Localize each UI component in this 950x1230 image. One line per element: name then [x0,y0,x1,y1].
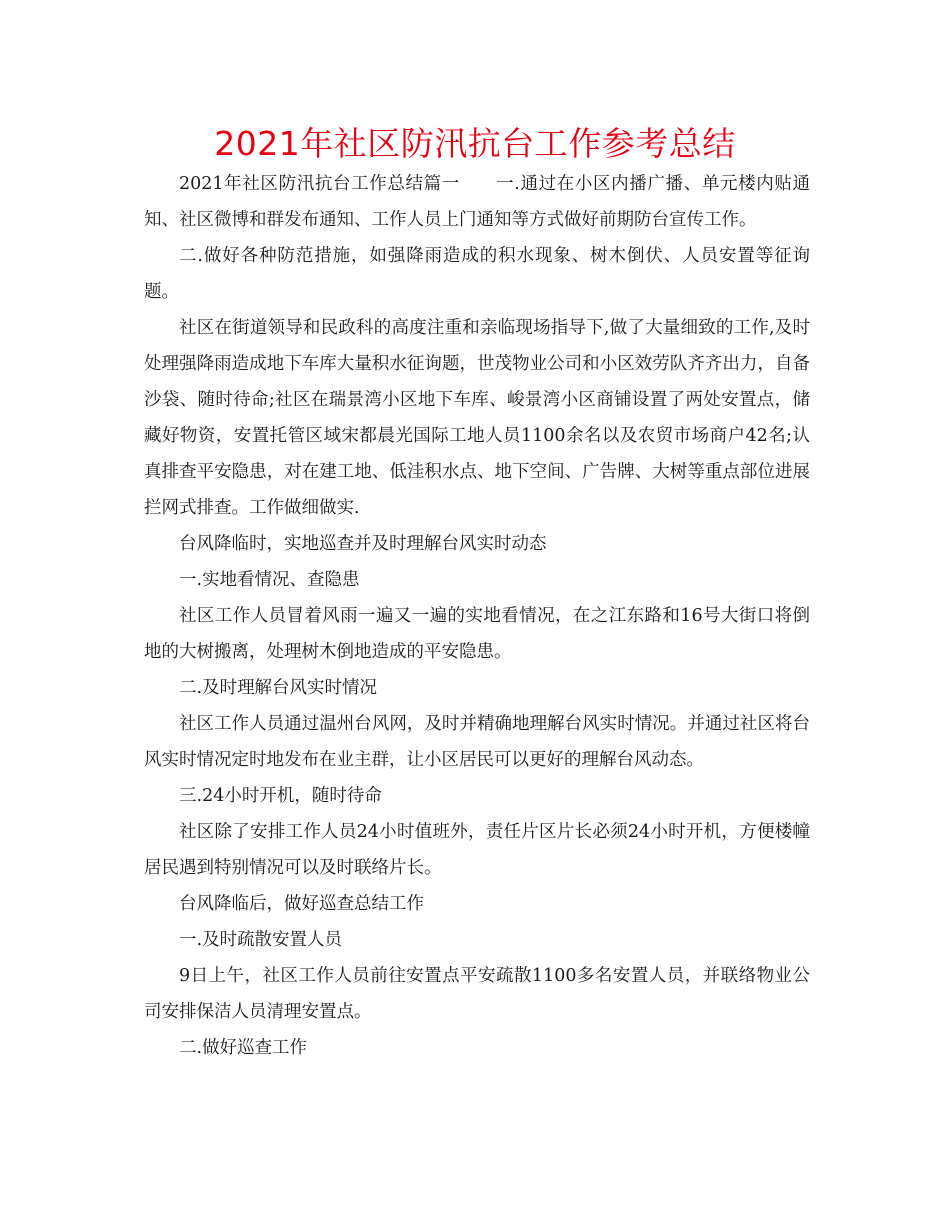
paragraph: 2021年社区防汛抗台工作总结篇一 一.通过在小区内播广播、单元楼内贴通知、社区微博和群发布通知、工作人员上门通知等方式做好前期防台宣传工作。 [144,174,810,230]
subsection-heading: 三.24小时开机，随时待命 [179,786,382,806]
document-title: 2021年社区防汛抗台工作参考总结 [214,124,736,163]
paragraph: 社区除了安排工作人员24小时值班外，责任片区片长必须24小时开机，方便楼幢居民遇到特别情况可以及时联络片长。 [144,822,810,878]
paragraph: 社区工作人员冒着风雨一遍又一遍的实地看情况，在之江东路和16号大街口将倒地的大树搬离，处理树木倒地造成的平安隐患。 [144,606,810,662]
section-heading: 台风降临后，做好巡查总结工作 [179,894,424,914]
paragraph: 二.做好各种防范措施，如强降雨造成的积水现象、树木倒伏、人员安置等征询题。 [144,246,810,302]
document-body [144,166,810,1066]
section-heading: 台风降临时，实地巡查并及时理解台风实时动态 [179,534,547,554]
subsection-heading: 二.做好巡查工作 [179,1038,308,1058]
subsection-heading: 一.及时疏散安置人员 [179,930,343,950]
paragraph: 社区工作人员通过温州台风网，及时并精确地理解台风实时情况。并通过社区将台风实时情况定时地发布在业主群，让小区居民可以更好的理解台风动态。 [144,714,810,770]
subsection-heading: 二.及时理解台风实时情况 [179,678,378,698]
paragraph: 社区在街道领导和民政科的高度注重和亲临现场指导下,做了大量细致的工作,及时处理强降雨造成地下车库大量积水征询题，世茂物业公司和小区效劳队齐齐出力，自备沙袋、随时待命;社区在瑞景湾小区地下车库、峻景湾小区商铺设置了两处安置点，储藏好物资，安置托管区域宋都晨光国际工地人员1100余名以及农贸市场商户42名;认真排查平安隐患，对在建工地、低洼积水点、地下空间、广告牌、大树等重点部位进展拦网式排查。工作做细做实. [144,318,810,518]
subsection-heading: 一.实地看情况、查隐患 [179,570,360,590]
paragraph: 9日上午，社区工作人员前往安置点平安疏散1100多名安置人员，并联络物业公司安排保洁人员清理安置点。 [144,966,810,1022]
